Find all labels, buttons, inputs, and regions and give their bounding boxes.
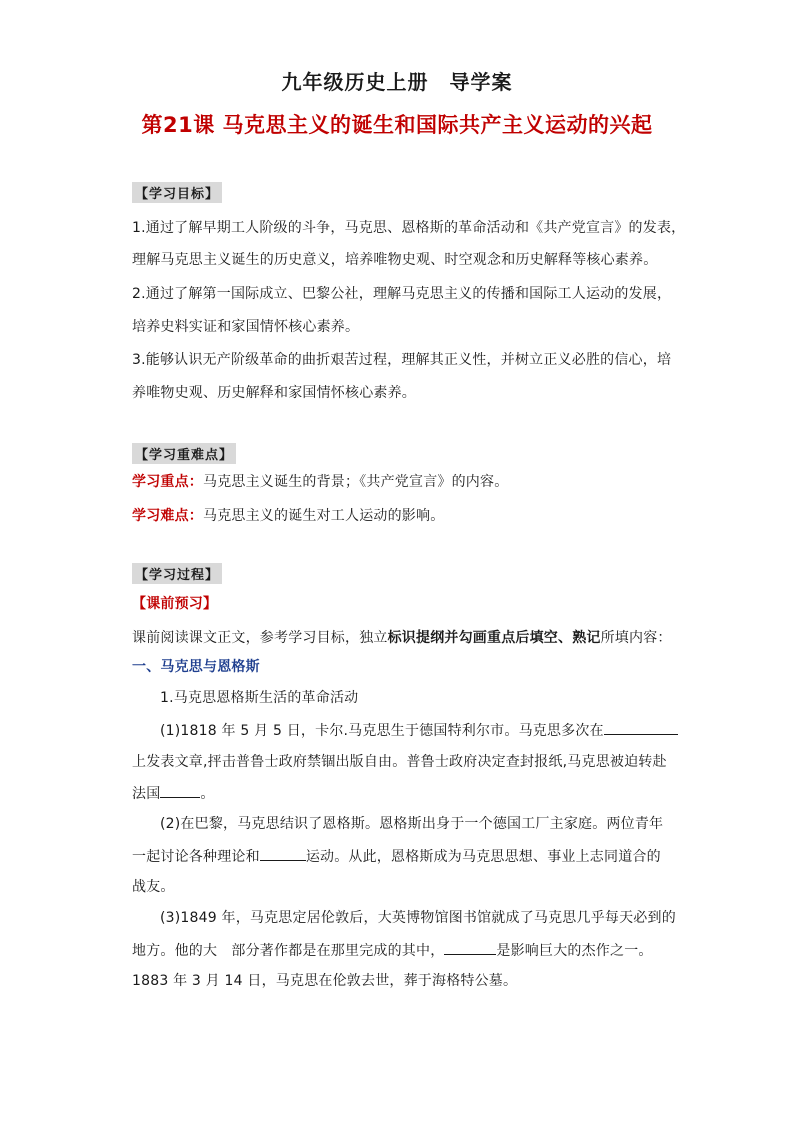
para-1-text-3a: 法国 [132,786,161,802]
instruction-part-3: 所填内容： [600,630,672,646]
preview-label: 【课前预习】 [132,596,218,612]
goal-3-line-2: 养唯物史观、历史解释和家国情怀核心素养。 [132,385,416,401]
fill-blank-2[interactable] [160,783,200,798]
para-1-line-3 [132,783,215,804]
para-3-text-2b: 是影响巨大的杰作之一。 [496,943,653,959]
focus-label: 学习重点： [132,474,203,490]
preview-instruction [132,628,672,648]
para-2-text-2a: 一起讨论各种理论和 [132,849,260,865]
subsection-1-heading: 1.马克思恩格斯生活的革命活动 [160,690,359,706]
para-3-line-2 [132,940,653,961]
difficulty-line [132,506,444,526]
goal-3-line-1: 3.能够认识无产阶级革命的曲折艰苦过程，理解其正义性，并树立正义必胜的信心，培 [132,352,672,368]
para-1-text: (1)1818 年 5 月 5 日，卡尔.马克思生于德国特利尔市。马克思多次在 [160,723,604,739]
para-2-text-2b: 运动。从此，恩格斯成为马克思思想、事业上志同道合的 [305,849,661,865]
focus-line [132,472,508,492]
fill-blank-3[interactable] [260,846,306,861]
goal-2-line-1: 2.通过了解第一国际成立、巴黎公社，理解马克思主义的传播和国际工人运动的发展， [132,286,672,302]
fill-blank-1[interactable] [604,720,678,735]
goal-1-line-2: 理解马克思主义诞生的历史意义，培养唯物史观、时空观念和历史解释等核心素养。 [132,252,658,268]
keypoints-tag: 【学习重难点】 [132,443,236,464]
goal-1-line-1: 1.通过了解早期工人阶级的斗争，马克思、恩格斯的革命活动和《共产党宣言》的发表， [132,220,686,236]
para-3-text-2a: 地方。他的大 部分著作都是在那里完成的其中， [132,943,445,959]
para-1-text-3b: 。 [200,786,215,802]
section-1-heading: 一、马克思与恩格斯 [132,659,260,675]
para-1-line-2: 上发表文章,抨击普鲁士政府禁锢出版自由。普鲁士政府决定查封报纸,马克思被迫转赴 [132,754,667,770]
para-3-line-1: (3)1849 年，马克思定居伦敦后，大英博物馆图书馆就成了马克思几乎每天必到的 [160,910,676,926]
para-1-line-1 [160,720,678,741]
para-2-line-3: 战友。 [132,879,175,895]
instruction-part-1: 课前阅读课文正文，参考学习目标，独立 [132,630,388,646]
focus-text: 马克思主义诞生的背景；《共产党宣言》的内容。 [203,474,509,490]
difficulty-text: 马克思主义的诞生对工人运动的影响。 [203,508,445,524]
para-3-line-3: 1883 年 3 月 14 日，马克思在伦敦去世，葬于海格特公墓。 [132,973,518,989]
difficulty-label: 学习难点： [132,508,203,524]
instruction-part-2: 标识提纲并勾画重点后填空、熟记 [387,630,601,646]
para-2-line-1: (2)在巴黎，马克思结识了恩格斯。恩格斯出身于一个德国工厂主家庭。两位青年 [160,816,664,832]
lesson-title: 第21课 马克思主义的诞生和国际共产主义运动的兴起 [141,113,653,137]
goal-2-line-2: 培养史料实证和家国情怀核心素养。 [132,319,360,335]
doc-title: 九年级历史上册 导学案 [281,70,513,94]
fill-blank-4[interactable] [444,940,496,955]
para-2-line-2 [132,846,661,867]
process-tag: 【学习过程】 [132,563,222,584]
goals-tag: 【学习目标】 [132,182,222,203]
